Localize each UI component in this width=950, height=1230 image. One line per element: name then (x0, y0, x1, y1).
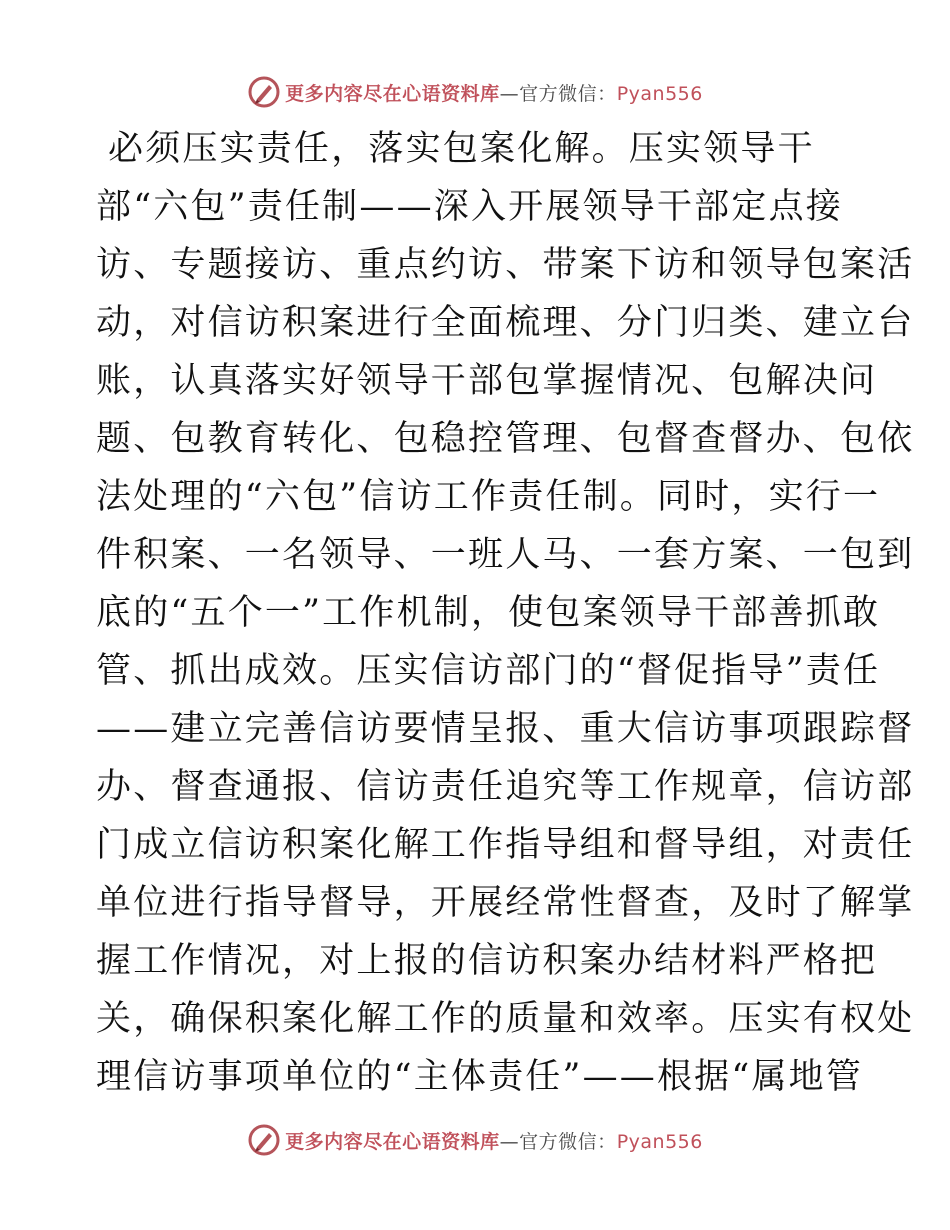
watermark-official-label: 官方微信： (519, 82, 617, 105)
watermark-account-id: Pyan556 (616, 1130, 703, 1153)
body-line: 管、抓出成效。压实信访部门的“督促指导”责任 (96, 651, 881, 691)
watermark-text (285, 1127, 703, 1154)
body-line: 题、包教育转化、包稳控管理、包督查督办、包依 (96, 419, 915, 459)
header-watermark (0, 72, 950, 112)
body-line: 必须压实责任，落实包案化解。压实领导干 (108, 129, 815, 169)
body-line: 理信访事项单位的“主体责任”——根据“属地管 (96, 1057, 864, 1097)
body-line: 办、督查通报、信访责任追究等工作规章，信访部 (96, 767, 915, 807)
watermark-separator: — (499, 1130, 520, 1153)
pen-logo-icon (247, 75, 281, 109)
body-line: 底的“五个一”工作机制，使包案领导干部善抓敢 (96, 593, 881, 633)
watermark-brand: 更多内容尽在心语资料库 (285, 82, 500, 105)
body-line: ——建立完善信访要情呈报、重大信访事项跟踪督 (96, 709, 915, 749)
watermark-account-id: Pyan556 (616, 82, 703, 105)
document-body (96, 120, 915, 1106)
body-line: 访、专题接访、重点约访、带案下访和领导包案活 (96, 245, 915, 285)
body-line: 动，对信访积案进行全面梳理、分门归类、建立台 (96, 303, 915, 343)
body-line: 握工作情况，对上报的信访积案办结材料严格把 (96, 941, 878, 981)
pen-logo-icon (247, 1123, 281, 1157)
watermark-brand: 更多内容尽在心语资料库 (285, 1130, 500, 1153)
footer-watermark (0, 1120, 950, 1160)
watermark-official-label: 官方微信： (519, 1130, 617, 1153)
watermark-text (285, 79, 703, 106)
watermark-separator: — (499, 82, 520, 105)
body-line: 关，确保积案化解工作的质量和效率。压实有权处 (96, 999, 915, 1039)
body-line: 部“六包”责任制——深入开展领导干部定点接 (96, 187, 843, 227)
body-line: 账，认真落实好领导干部包掌握情况、包解决问 (96, 361, 878, 401)
body-line: 单位进行指导督导，开展经常性督查，及时了解掌 (96, 883, 915, 923)
body-line: 件积案、一名领导、一班人马、一套方案、一包到 (96, 535, 915, 575)
body-line: 门成立信访积案化解工作指导组和督导组，对责任 (96, 825, 915, 865)
body-line: 法处理的“六包”信访工作责任制。同时，实行一 (96, 477, 881, 517)
